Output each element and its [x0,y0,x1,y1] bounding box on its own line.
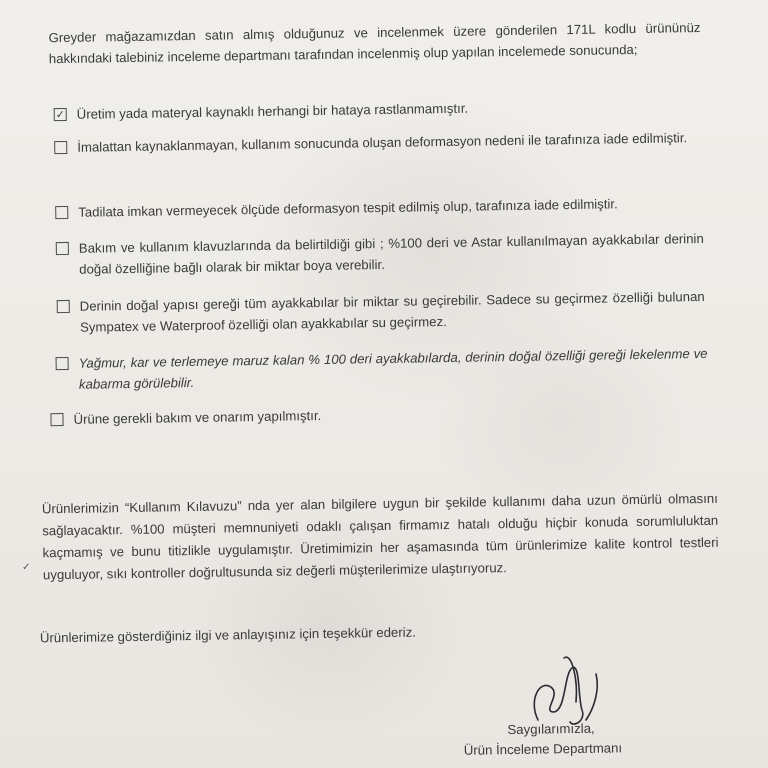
pen-mark: ✓ [22,562,31,573]
closing-line: Ürünlerimize gösterdiğiniz ilgi ve anlayışınız için teşekkür ederiz. [39,624,417,646]
checkbox [50,413,63,426]
checkbox-checked [54,108,67,121]
option-label: Derinin doğal yapısı gereği tüm ayakkabılar bir miktar su geçirebilir. Sadece su geçirmez özelliği bulunan Sympatex ve Waterproof özelliği olan ayakkabılar su geçirmez. [79,288,705,335]
checkbox [55,206,68,219]
signoff-text: Saygılarımızla, [507,720,595,738]
checkbox [57,300,70,313]
checkbox [56,242,69,255]
option-staining [55,343,708,395]
option-label: Üretim yada materyal kaynaklı herhangi bir hataya rastlanmamıştır. [76,100,469,122]
option-usage-deformation [54,127,702,158]
department-name: Ürün İnceleme Departmanı [463,740,623,758]
option-dye-transfer [56,228,705,280]
option-label: Tadilata imkan vermeyecek ölçüde deformasyon tespit edilmiş olup, tarafınıza iade edilmiştir. [78,196,618,220]
option-label: Bakım ve kullanım klavuzlarında da belirtildiği gibi ; %100 deri ve Astar kullanılmayan ayakkabılar derinin doğal özelliğine bağlı olarak bir miktar boya verebilir. [78,230,704,277]
option-no-defect [54,94,694,125]
option-label: İmalattan kaynaklanmayan, kullanım sonucunda oluşan deformasyon nedeni ile tarafınıza iade edilmiştir. [77,130,688,155]
checkbox [56,357,69,370]
option-label: Yağmur, kar ve terlemeye maruz kalan % 100 deri ayakkabılarda, derinin doğal özelliği gereği lekelenme ve kabarma görülebilir. [78,345,708,392]
option-water-permeability [57,286,706,338]
option-maintenance-done [50,399,690,430]
option-label: Ürüne gerekli bakım ve onarım yapılmıştır. [73,407,322,427]
option-unrepairable-deformation [55,192,695,223]
intro-paragraph: Greyder mağazamızdan satın almış olduğunuz ve incelenmek üzere gönderilen 171L kodlu ürününüz hakkındaki talebiniz inceleme departmanı tarafından incelenmiş olup yapılan incelemede sonucunda; [48,19,701,67]
handwritten-signature [520,650,630,750]
body-paragraph: Ürünlerimizin “Kullanım Kılavuzu” nda yer alan bilgilere uygun bir şekilde kullanımı daha uzun ömürlü olmasını sağlayacaktır. %100 müşteri memnuniyeti odaklı çalışan firmamız hatalı olduğu hiçbir konuda sorumluluktan kaçmamış ve bunu titizlikle uygulamıştır. Üretimimizin her aşamasında tüm ürünlerimize kalite kontrol testleri uyguluyor, sıkı kontroller doğrultusunda siz değerli müşterilerimize ulaştırıyoruz. [41,490,719,583]
checkbox [54,141,67,154]
